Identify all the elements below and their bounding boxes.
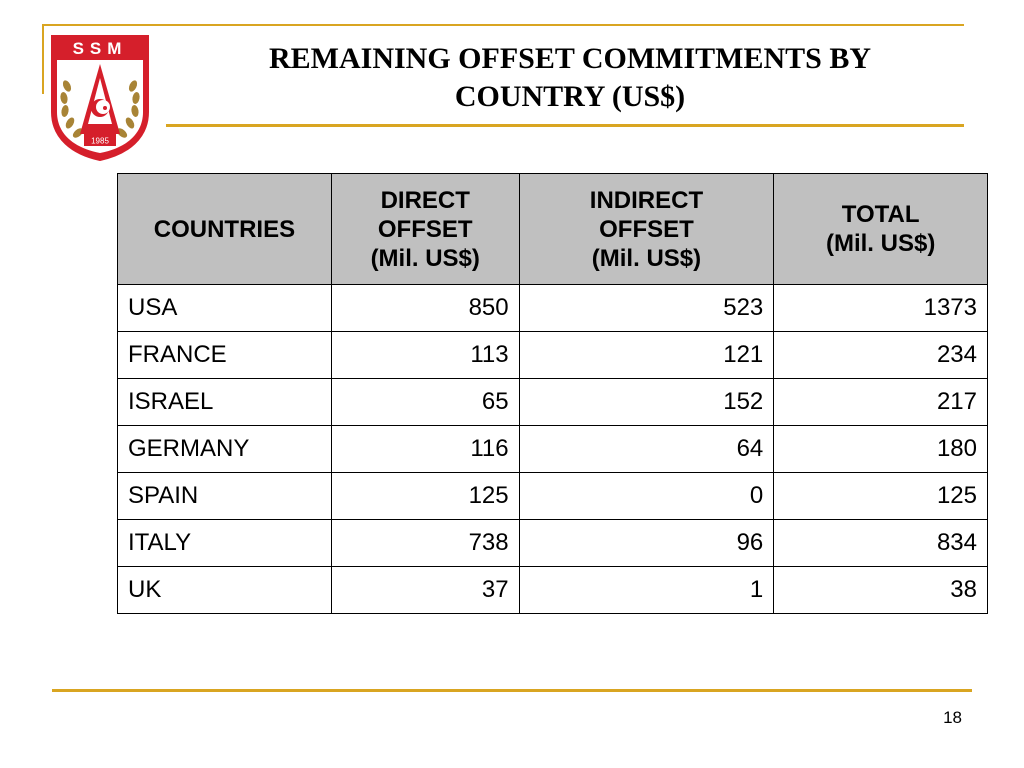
frame-top-rule xyxy=(42,24,964,26)
cell-direct: 116 xyxy=(331,426,519,473)
title-underline-rule xyxy=(166,124,964,127)
cell-total: 38 xyxy=(774,567,988,614)
cell-country: GERMANY xyxy=(118,426,332,473)
cell-indirect: 64 xyxy=(519,426,774,473)
cell-direct: 738 xyxy=(331,520,519,567)
cell-country: USA xyxy=(118,285,332,332)
cell-direct: 125 xyxy=(331,473,519,520)
logo-year: 1985 xyxy=(91,136,109,146)
slide-title-line-2: COUNTRY (US$) xyxy=(454,80,686,113)
cell-total: 180 xyxy=(774,426,988,473)
table-row xyxy=(118,285,988,332)
cell-indirect: 121 xyxy=(519,332,774,379)
table-header-row xyxy=(118,174,988,285)
header-total: TOTAL (Mil. US$) xyxy=(774,174,988,285)
frame-vertical-rule xyxy=(42,24,44,94)
cell-country: ITALY xyxy=(118,520,332,567)
cell-indirect: 523 xyxy=(519,285,774,332)
cell-indirect: 152 xyxy=(519,379,774,426)
cell-total: 834 xyxy=(774,520,988,567)
table-row xyxy=(118,379,988,426)
table-row xyxy=(118,520,988,567)
cell-indirect: 96 xyxy=(519,520,774,567)
footer-rule xyxy=(52,689,972,692)
table-row xyxy=(118,426,988,473)
cell-country: FRANCE xyxy=(118,332,332,379)
cell-direct: 37 xyxy=(331,567,519,614)
cell-indirect: 0 xyxy=(519,473,774,520)
cell-direct: 113 xyxy=(331,332,519,379)
cell-direct: 850 xyxy=(331,285,519,332)
ssm-logo xyxy=(50,34,150,162)
slide-title-line-1: REMAINING OFFSET COMMITMENTS BY xyxy=(269,42,871,75)
cell-total: 234 xyxy=(774,332,988,379)
cell-direct: 65 xyxy=(331,379,519,426)
cell-country: ISRAEL xyxy=(118,379,332,426)
header-direct-offset: DIRECT OFFSET (Mil. US$) xyxy=(331,174,519,285)
table-row xyxy=(118,567,988,614)
cell-country: UK xyxy=(118,567,332,614)
page-number: 18 xyxy=(943,708,962,727)
table-row xyxy=(118,473,988,520)
header-indirect-offset: INDIRECT OFFSET (Mil. US$) xyxy=(519,174,774,285)
logo-letters: SSM xyxy=(72,39,128,58)
table-row xyxy=(118,332,988,379)
slide-title xyxy=(180,40,960,116)
cell-indirect: 1 xyxy=(519,567,774,614)
offset-commitments-table xyxy=(117,173,988,614)
cell-total: 125 xyxy=(774,473,988,520)
header-countries: COUNTRIES xyxy=(118,174,332,285)
cell-total: 1373 xyxy=(774,285,988,332)
cell-country: SPAIN xyxy=(118,473,332,520)
cell-total: 217 xyxy=(774,379,988,426)
